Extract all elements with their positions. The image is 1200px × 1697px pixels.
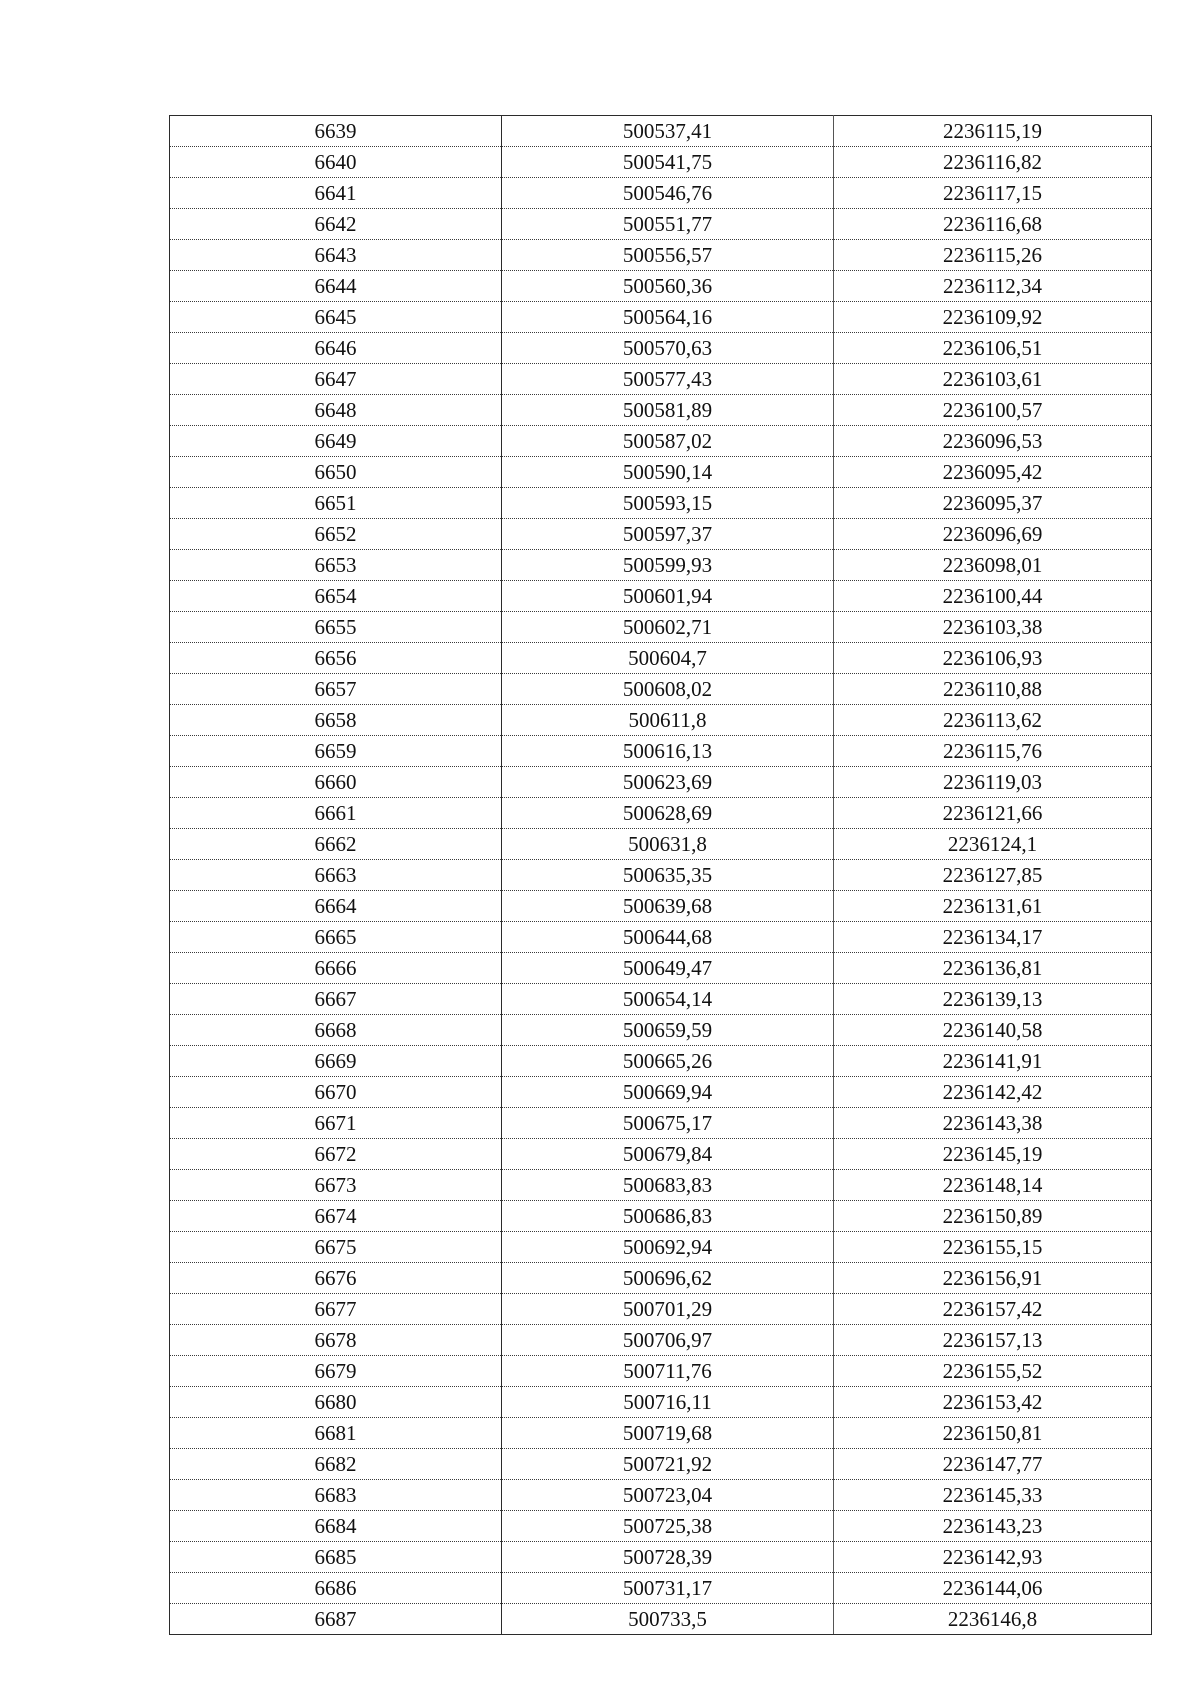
point-number-cell: 6639 xyxy=(170,116,502,147)
coordinates-table-body xyxy=(170,116,1152,1635)
point-number-cell: 6658 xyxy=(170,705,502,736)
x-coordinate-cell: 500725,38 xyxy=(502,1511,834,1542)
table-row xyxy=(170,550,1152,581)
table-row xyxy=(170,1573,1152,1604)
point-number-cell: 6674 xyxy=(170,1201,502,1232)
x-coordinate-cell: 500631,8 xyxy=(502,829,834,860)
table-row xyxy=(170,240,1152,271)
point-number-cell: 6687 xyxy=(170,1604,502,1635)
y-coordinate-cell: 2236095,42 xyxy=(834,457,1152,488)
point-number-cell: 6654 xyxy=(170,581,502,612)
table-row xyxy=(170,178,1152,209)
table-row xyxy=(170,1046,1152,1077)
point-number-cell: 6682 xyxy=(170,1449,502,1480)
x-coordinate-cell: 500556,57 xyxy=(502,240,834,271)
table-row xyxy=(170,1232,1152,1263)
point-number-cell: 6667 xyxy=(170,984,502,1015)
point-number-cell: 6676 xyxy=(170,1263,502,1294)
x-coordinate-cell: 500623,69 xyxy=(502,767,834,798)
table-row xyxy=(170,1356,1152,1387)
y-coordinate-cell: 2236115,76 xyxy=(834,736,1152,767)
y-coordinate-cell: 2236109,92 xyxy=(834,302,1152,333)
y-coordinate-cell: 2236113,62 xyxy=(834,705,1152,736)
x-coordinate-cell: 500675,17 xyxy=(502,1108,834,1139)
x-coordinate-cell: 500581,89 xyxy=(502,395,834,426)
point-number-cell: 6650 xyxy=(170,457,502,488)
table-row xyxy=(170,271,1152,302)
point-number-cell: 6646 xyxy=(170,333,502,364)
y-coordinate-cell: 2236098,01 xyxy=(834,550,1152,581)
x-coordinate-cell: 500649,47 xyxy=(502,953,834,984)
x-coordinate-cell: 500616,13 xyxy=(502,736,834,767)
y-coordinate-cell: 2236144,06 xyxy=(834,1573,1152,1604)
point-number-cell: 6664 xyxy=(170,891,502,922)
point-number-cell: 6679 xyxy=(170,1356,502,1387)
y-coordinate-cell: 2236145,19 xyxy=(834,1139,1152,1170)
y-coordinate-cell: 2236156,91 xyxy=(834,1263,1152,1294)
table-row xyxy=(170,1108,1152,1139)
point-number-cell: 6656 xyxy=(170,643,502,674)
table-row xyxy=(170,581,1152,612)
y-coordinate-cell: 2236096,69 xyxy=(834,519,1152,550)
y-coordinate-cell: 2236096,53 xyxy=(834,426,1152,457)
table-row xyxy=(170,209,1152,240)
table-row xyxy=(170,519,1152,550)
y-coordinate-cell: 2236121,66 xyxy=(834,798,1152,829)
y-coordinate-cell: 2236142,42 xyxy=(834,1077,1152,1108)
point-number-cell: 6661 xyxy=(170,798,502,829)
y-coordinate-cell: 2236141,91 xyxy=(834,1046,1152,1077)
point-number-cell: 6672 xyxy=(170,1139,502,1170)
table-row xyxy=(170,643,1152,674)
table-row xyxy=(170,1542,1152,1573)
point-number-cell: 6666 xyxy=(170,953,502,984)
table-row xyxy=(170,736,1152,767)
x-coordinate-cell: 500728,39 xyxy=(502,1542,834,1573)
point-number-cell: 6652 xyxy=(170,519,502,550)
x-coordinate-cell: 500541,75 xyxy=(502,147,834,178)
y-coordinate-cell: 2236106,93 xyxy=(834,643,1152,674)
table-row xyxy=(170,1511,1152,1542)
table-row xyxy=(170,922,1152,953)
point-number-cell: 6670 xyxy=(170,1077,502,1108)
point-number-cell: 6659 xyxy=(170,736,502,767)
table-row xyxy=(170,705,1152,736)
table-row xyxy=(170,364,1152,395)
point-number-cell: 6648 xyxy=(170,395,502,426)
y-coordinate-cell: 2236150,89 xyxy=(834,1201,1152,1232)
y-coordinate-cell: 2236153,42 xyxy=(834,1387,1152,1418)
table-row xyxy=(170,1077,1152,1108)
y-coordinate-cell: 2236157,42 xyxy=(834,1294,1152,1325)
x-coordinate-cell: 500654,14 xyxy=(502,984,834,1015)
table-row xyxy=(170,1170,1152,1201)
x-coordinate-cell: 500731,17 xyxy=(502,1573,834,1604)
table-row xyxy=(170,829,1152,860)
table-row xyxy=(170,1015,1152,1046)
x-coordinate-cell: 500537,41 xyxy=(502,116,834,147)
x-coordinate-cell: 500564,16 xyxy=(502,302,834,333)
y-coordinate-cell: 2236115,19 xyxy=(834,116,1152,147)
y-coordinate-cell: 2236119,03 xyxy=(834,767,1152,798)
x-coordinate-cell: 500601,94 xyxy=(502,581,834,612)
y-coordinate-cell: 2236131,61 xyxy=(834,891,1152,922)
table-row xyxy=(170,953,1152,984)
point-number-cell: 6657 xyxy=(170,674,502,705)
x-coordinate-cell: 500577,43 xyxy=(502,364,834,395)
y-coordinate-cell: 2236116,82 xyxy=(834,147,1152,178)
y-coordinate-cell: 2236136,81 xyxy=(834,953,1152,984)
y-coordinate-cell: 2236142,93 xyxy=(834,1542,1152,1573)
point-number-cell: 6649 xyxy=(170,426,502,457)
y-coordinate-cell: 2236145,33 xyxy=(834,1480,1152,1511)
point-number-cell: 6680 xyxy=(170,1387,502,1418)
point-number-cell: 6677 xyxy=(170,1294,502,1325)
point-number-cell: 6660 xyxy=(170,767,502,798)
y-coordinate-cell: 2236143,38 xyxy=(834,1108,1152,1139)
x-coordinate-cell: 500686,83 xyxy=(502,1201,834,1232)
table-row xyxy=(170,1418,1152,1449)
y-coordinate-cell: 2236140,58 xyxy=(834,1015,1152,1046)
x-coordinate-cell: 500570,63 xyxy=(502,333,834,364)
y-coordinate-cell: 2236139,13 xyxy=(834,984,1152,1015)
x-coordinate-cell: 500669,94 xyxy=(502,1077,834,1108)
x-coordinate-cell: 500551,77 xyxy=(502,209,834,240)
x-coordinate-cell: 500635,35 xyxy=(502,860,834,891)
point-number-cell: 6685 xyxy=(170,1542,502,1573)
y-coordinate-cell: 2236110,88 xyxy=(834,674,1152,705)
x-coordinate-cell: 500639,68 xyxy=(502,891,834,922)
point-number-cell: 6642 xyxy=(170,209,502,240)
y-coordinate-cell: 2236095,37 xyxy=(834,488,1152,519)
x-coordinate-cell: 500611,8 xyxy=(502,705,834,736)
x-coordinate-cell: 500679,84 xyxy=(502,1139,834,1170)
y-coordinate-cell: 2236115,26 xyxy=(834,240,1152,271)
y-coordinate-cell: 2236106,51 xyxy=(834,333,1152,364)
y-coordinate-cell: 2236155,52 xyxy=(834,1356,1152,1387)
table-row xyxy=(170,612,1152,643)
x-coordinate-cell: 500593,15 xyxy=(502,488,834,519)
point-number-cell: 6655 xyxy=(170,612,502,643)
x-coordinate-cell: 500733,5 xyxy=(502,1604,834,1635)
table-row xyxy=(170,1604,1152,1635)
y-coordinate-cell: 2236134,17 xyxy=(834,922,1152,953)
x-coordinate-cell: 500546,76 xyxy=(502,178,834,209)
y-coordinate-cell: 2236100,57 xyxy=(834,395,1152,426)
point-number-cell: 6653 xyxy=(170,550,502,581)
point-number-cell: 6663 xyxy=(170,860,502,891)
point-number-cell: 6665 xyxy=(170,922,502,953)
point-number-cell: 6644 xyxy=(170,271,502,302)
x-coordinate-cell: 500719,68 xyxy=(502,1418,834,1449)
y-coordinate-cell: 2236124,1 xyxy=(834,829,1152,860)
x-coordinate-cell: 500560,36 xyxy=(502,271,834,302)
table-row xyxy=(170,395,1152,426)
x-coordinate-cell: 500701,29 xyxy=(502,1294,834,1325)
point-number-cell: 6668 xyxy=(170,1015,502,1046)
x-coordinate-cell: 500608,02 xyxy=(502,674,834,705)
table-row xyxy=(170,1449,1152,1480)
y-coordinate-cell: 2236147,77 xyxy=(834,1449,1152,1480)
table-row xyxy=(170,457,1152,488)
point-number-cell: 6641 xyxy=(170,178,502,209)
table-row xyxy=(170,984,1152,1015)
table-row xyxy=(170,1480,1152,1511)
x-coordinate-cell: 500706,97 xyxy=(502,1325,834,1356)
x-coordinate-cell: 500692,94 xyxy=(502,1232,834,1263)
x-coordinate-cell: 500696,62 xyxy=(502,1263,834,1294)
point-number-cell: 6651 xyxy=(170,488,502,519)
point-number-cell: 6673 xyxy=(170,1170,502,1201)
table-row xyxy=(170,1263,1152,1294)
table-row xyxy=(170,674,1152,705)
table-row xyxy=(170,798,1152,829)
table-row xyxy=(170,1325,1152,1356)
y-coordinate-cell: 2236127,85 xyxy=(834,860,1152,891)
point-number-cell: 6683 xyxy=(170,1480,502,1511)
table-row xyxy=(170,426,1152,457)
point-number-cell: 6643 xyxy=(170,240,502,271)
point-number-cell: 6662 xyxy=(170,829,502,860)
x-coordinate-cell: 500711,76 xyxy=(502,1356,834,1387)
point-number-cell: 6684 xyxy=(170,1511,502,1542)
x-coordinate-cell: 500628,69 xyxy=(502,798,834,829)
y-coordinate-cell: 2236146,8 xyxy=(834,1604,1152,1635)
point-number-cell: 6686 xyxy=(170,1573,502,1604)
table-row xyxy=(170,488,1152,519)
point-number-cell: 6681 xyxy=(170,1418,502,1449)
x-coordinate-cell: 500723,04 xyxy=(502,1480,834,1511)
y-coordinate-cell: 2236100,44 xyxy=(834,581,1152,612)
x-coordinate-cell: 500683,83 xyxy=(502,1170,834,1201)
y-coordinate-cell: 2236148,14 xyxy=(834,1170,1152,1201)
table-row xyxy=(170,302,1152,333)
y-coordinate-cell: 2236117,15 xyxy=(834,178,1152,209)
point-number-cell: 6669 xyxy=(170,1046,502,1077)
table-row xyxy=(170,767,1152,798)
x-coordinate-cell: 500599,93 xyxy=(502,550,834,581)
point-number-cell: 6640 xyxy=(170,147,502,178)
y-coordinate-cell: 2236112,34 xyxy=(834,271,1152,302)
coordinates-table xyxy=(169,115,1152,1635)
x-coordinate-cell: 500721,92 xyxy=(502,1449,834,1480)
x-coordinate-cell: 500665,26 xyxy=(502,1046,834,1077)
x-coordinate-cell: 500590,14 xyxy=(502,457,834,488)
x-coordinate-cell: 500587,02 xyxy=(502,426,834,457)
table-row xyxy=(170,116,1152,147)
x-coordinate-cell: 500602,71 xyxy=(502,612,834,643)
table-row xyxy=(170,1387,1152,1418)
y-coordinate-cell: 2236157,13 xyxy=(834,1325,1152,1356)
table-row xyxy=(170,1201,1152,1232)
table-row xyxy=(170,333,1152,364)
table-row xyxy=(170,891,1152,922)
table-row xyxy=(170,1139,1152,1170)
y-coordinate-cell: 2236103,61 xyxy=(834,364,1152,395)
point-number-cell: 6645 xyxy=(170,302,502,333)
y-coordinate-cell: 2236116,68 xyxy=(834,209,1152,240)
y-coordinate-cell: 2236150,81 xyxy=(834,1418,1152,1449)
point-number-cell: 6678 xyxy=(170,1325,502,1356)
point-number-cell: 6671 xyxy=(170,1108,502,1139)
point-number-cell: 6675 xyxy=(170,1232,502,1263)
x-coordinate-cell: 500716,11 xyxy=(502,1387,834,1418)
y-coordinate-cell: 2236103,38 xyxy=(834,612,1152,643)
table-row xyxy=(170,147,1152,178)
y-coordinate-cell: 2236155,15 xyxy=(834,1232,1152,1263)
x-coordinate-cell: 500604,7 xyxy=(502,643,834,674)
table-row xyxy=(170,860,1152,891)
x-coordinate-cell: 500597,37 xyxy=(502,519,834,550)
y-coordinate-cell: 2236143,23 xyxy=(834,1511,1152,1542)
x-coordinate-cell: 500644,68 xyxy=(502,922,834,953)
x-coordinate-cell: 500659,59 xyxy=(502,1015,834,1046)
table-row xyxy=(170,1294,1152,1325)
point-number-cell: 6647 xyxy=(170,364,502,395)
